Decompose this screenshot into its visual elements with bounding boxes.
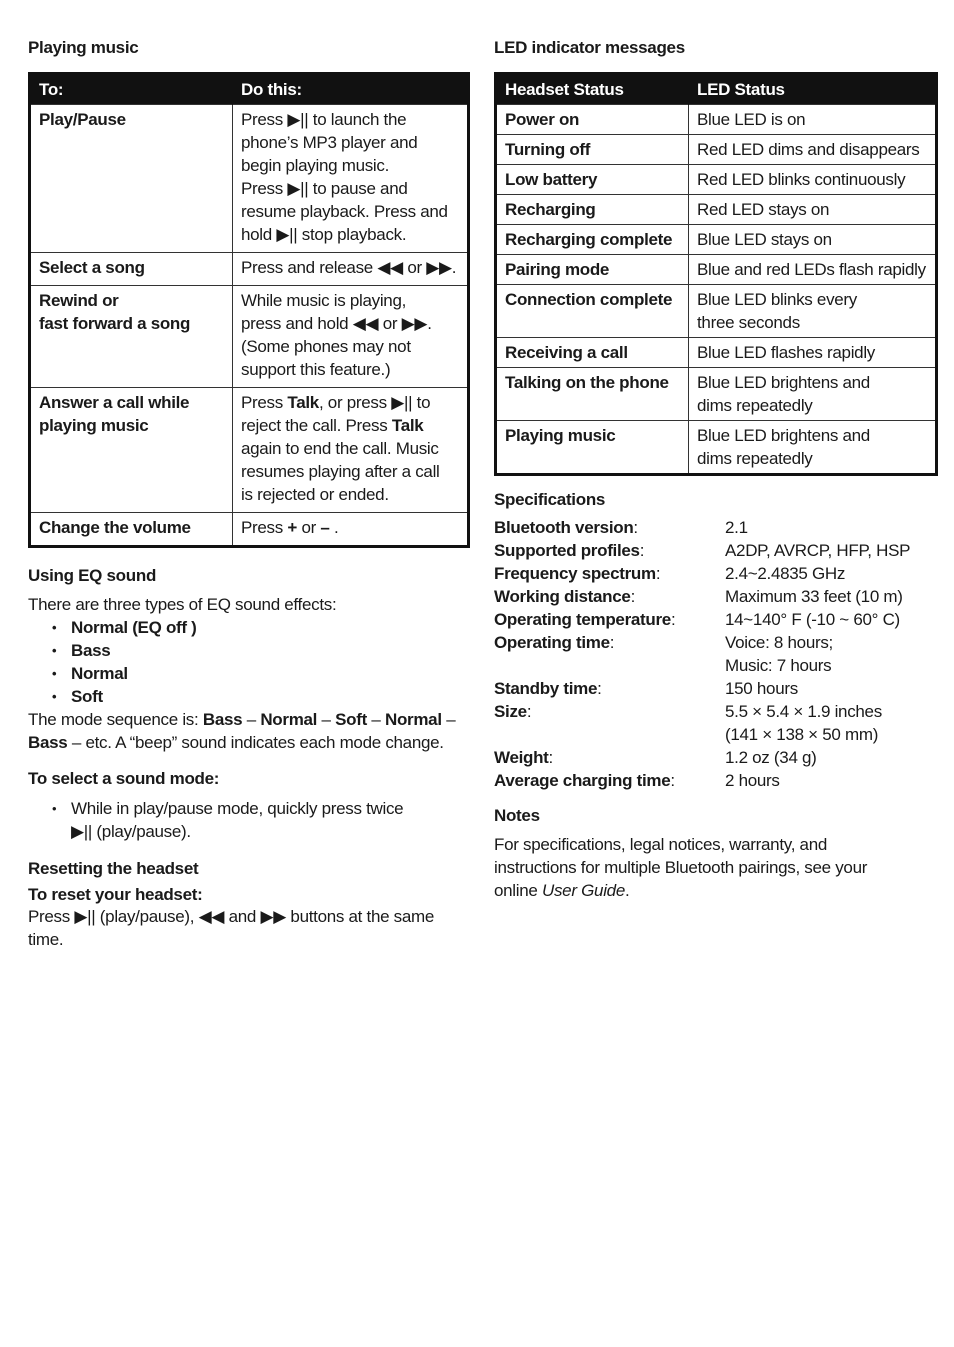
led-line: Blue LED is on	[697, 110, 806, 129]
instruction-cell	[233, 513, 469, 547]
list-item: • Bass	[28, 639, 470, 662]
spec-value: 5.5 × 5.4 × 1.9 inches (141 × 138 × 50 mm)	[725, 702, 882, 744]
instruction-cell	[233, 388, 469, 513]
led-line: Red LED stays on	[697, 200, 830, 219]
instruction-line: phone’s MP3 player and	[241, 133, 418, 152]
action-cell: Play/Pause	[30, 105, 233, 253]
reset-subheading: To reset your headset:	[28, 885, 203, 904]
spec-key: Working distance:	[494, 587, 636, 606]
led-line: Red LED blinks continuously	[697, 170, 906, 189]
action-cell	[30, 388, 233, 513]
spec-value: Maximum 33 feet (10 m)	[725, 587, 903, 606]
table-row	[30, 388, 469, 513]
led-line: Blue LED brightens and	[697, 373, 870, 392]
sequence-suffix: – etc. A “beep” sound indicates each mode change.	[67, 733, 444, 752]
table-row	[496, 255, 937, 285]
instruction-line: resume playback. Press and	[241, 202, 448, 221]
reset-heading: Resetting the headset	[28, 859, 199, 878]
sequence-mode: Normal	[260, 710, 318, 729]
specs-heading: Specifications	[494, 490, 606, 509]
instruction-line: Press ▶|| to pause and	[241, 179, 408, 198]
list-item: • Normal	[28, 662, 470, 685]
column-header-to: To:	[30, 74, 233, 105]
spec-key: Frequency spectrum:	[494, 564, 661, 583]
spec-value: Voice: 8 hours; Music: 7 hours	[725, 633, 833, 675]
action-cell	[30, 286, 233, 388]
table-row	[496, 285, 937, 338]
led-cell	[689, 105, 937, 135]
led-cell	[689, 225, 937, 255]
table-row	[496, 338, 937, 368]
eq-section	[28, 566, 470, 843]
table-row	[496, 165, 937, 195]
table-row	[496, 105, 937, 135]
instruction-line: begin playing music.	[241, 156, 390, 175]
playing-music-heading: Playing music	[28, 38, 139, 57]
status-cell: Talking on the phone	[496, 368, 689, 421]
eq-heading: Using EQ sound	[28, 566, 157, 585]
select-line: ▶|| (play/pause).	[71, 822, 191, 841]
spec-key: Bluetooth version:	[494, 518, 638, 537]
select-mode-list	[28, 797, 470, 843]
instruction-line: Press + or – .	[241, 518, 339, 537]
reset-section	[28, 859, 470, 951]
instruction-line: reject the call. Press Talk	[241, 416, 424, 435]
eq-sequence: The mode sequence is: Bass – Normal – Soft – Normal – Bass – etc. A “beep” sound indicates each mode change.	[28, 710, 456, 752]
instruction-line: Press Talk, or press ▶|| to	[241, 393, 431, 412]
spec-value: 1.2 oz (34 g)	[725, 748, 817, 767]
reset-line: time.	[28, 930, 64, 949]
spec-value: 14~140° F (-10 ~ 60° C)	[725, 610, 900, 629]
led-line: dims repeatedly	[697, 396, 813, 415]
sequence-mode: Soft	[335, 710, 367, 729]
notes-line: online User Guide.	[494, 881, 630, 900]
table-row	[496, 195, 937, 225]
led-cell	[689, 368, 937, 421]
spec-key: Operating temperature:	[494, 610, 676, 629]
instruction-line: While music is playing,	[241, 291, 407, 310]
led-line: Blue LED stays on	[697, 230, 832, 249]
action-line: Answer a call while	[39, 393, 190, 412]
right-column	[494, 38, 938, 902]
led-line: Blue LED blinks every	[697, 290, 857, 309]
user-guide-reference: User Guide	[542, 881, 625, 900]
list-item: • Soft	[28, 685, 470, 708]
spec-key: Operating time:	[494, 633, 615, 652]
sequence-mode: Bass	[202, 710, 243, 729]
spec-key: Supported profiles:	[494, 541, 645, 560]
status-cell: Low battery	[496, 165, 689, 195]
instruction-cell	[233, 286, 469, 388]
column-header-do-this: Do this:	[233, 74, 469, 105]
led-heading: LED indicator messages	[494, 38, 685, 57]
spec-key: Size:	[494, 702, 532, 721]
select-mode-heading: To select a sound mode:	[28, 769, 220, 788]
status-cell: Recharging complete	[496, 225, 689, 255]
instruction-line: (Some phones may not	[241, 337, 411, 356]
action-cell: Select a song	[30, 253, 233, 286]
action-cell: Change the volume	[30, 513, 233, 547]
action-line: fast forward a song	[39, 314, 191, 333]
table-row	[496, 225, 937, 255]
led-table	[494, 72, 938, 476]
spec-value: 2 hours	[725, 771, 780, 790]
led-line: Blue LED flashes rapidly	[697, 343, 876, 362]
specs-section	[494, 490, 938, 792]
instruction-line: hold ▶|| stop playback.	[241, 225, 407, 244]
select-line: • While in play/pause mode, quickly press twice	[71, 799, 404, 818]
led-cell	[689, 165, 937, 195]
status-cell: Turning off	[496, 135, 689, 165]
sequence-prefix: The mode sequence is:	[28, 710, 203, 729]
spec-value: 2.1	[725, 518, 748, 537]
action-line: playing music	[39, 416, 149, 435]
instruction-line: support this feature.)	[241, 360, 391, 379]
instruction-cell	[233, 253, 469, 286]
list-item: • Normal (EQ off )	[28, 616, 470, 639]
spec-key: Average charging time:	[494, 771, 675, 790]
instruction-line: Press ▶|| to launch the	[241, 110, 407, 129]
status-cell: Power on	[496, 105, 689, 135]
led-cell	[689, 338, 937, 368]
notes-line: For specifications, legal notices, warranty, and	[494, 835, 828, 854]
instruction-cell	[233, 105, 469, 253]
led-cell	[689, 285, 937, 338]
spec-value: 2.4~2.4835 GHz	[725, 564, 846, 583]
table-row	[496, 368, 937, 421]
led-cell	[689, 135, 937, 165]
status-cell: Playing music	[496, 421, 689, 475]
table-row	[30, 513, 469, 547]
eq-intro: There are three types of EQ sound effects:	[28, 595, 337, 614]
table-row	[496, 135, 937, 165]
eq-types-list	[28, 616, 470, 708]
column-header-led-status: LED Status	[689, 74, 937, 105]
column-header-headset-status: Headset Status	[496, 74, 689, 105]
led-line: three seconds	[697, 313, 800, 332]
sequence-mode: Normal	[384, 710, 442, 729]
led-line: Blue LED brightens and	[697, 426, 870, 445]
instruction-line: Press and release ◀◀ or ▶▶.	[241, 258, 457, 277]
table-row	[496, 421, 937, 475]
list-item	[28, 797, 470, 843]
notes-section	[494, 806, 938, 902]
notes-heading: Notes	[494, 806, 540, 825]
instruction-line: is rejected or ended.	[241, 485, 389, 504]
status-cell: Recharging	[496, 195, 689, 225]
spec-key: Weight:	[494, 748, 553, 767]
instruction-line: again to end the call. Music	[241, 439, 439, 458]
notes-line: instructions for multiple Bluetooth pairings, see your	[494, 858, 868, 877]
spec-value: 150 hours	[725, 679, 798, 698]
table-row	[30, 105, 469, 253]
table-row	[30, 286, 469, 388]
playing-music-table	[28, 72, 470, 548]
left-column	[28, 38, 470, 951]
reset-line: Press ▶|| (play/pause), ◀◀ and ▶▶ buttons at the same	[28, 907, 435, 926]
led-cell	[689, 255, 937, 285]
action-line: Rewind or	[39, 291, 119, 310]
led-line: Blue and red LEDs flash rapidly	[697, 260, 926, 279]
led-line: dims repeatedly	[697, 449, 813, 468]
instruction-line: press and hold ◀◀ or ▶▶.	[241, 314, 432, 333]
table-row	[30, 253, 469, 286]
led-cell	[689, 421, 937, 475]
led-cell	[689, 195, 937, 225]
status-cell: Receiving a call	[496, 338, 689, 368]
specs-list	[494, 516, 938, 792]
spec-key: Standby time:	[494, 679, 602, 698]
status-cell: Connection complete	[496, 285, 689, 338]
status-cell: Pairing mode	[496, 255, 689, 285]
sequence-mode: Bass	[28, 733, 68, 752]
spec-value: A2DP, AVRCP, HFP, HSP	[725, 541, 911, 560]
instruction-line: resumes playing after a call	[241, 462, 440, 481]
led-line: Red LED dims and disappears	[697, 140, 920, 159]
